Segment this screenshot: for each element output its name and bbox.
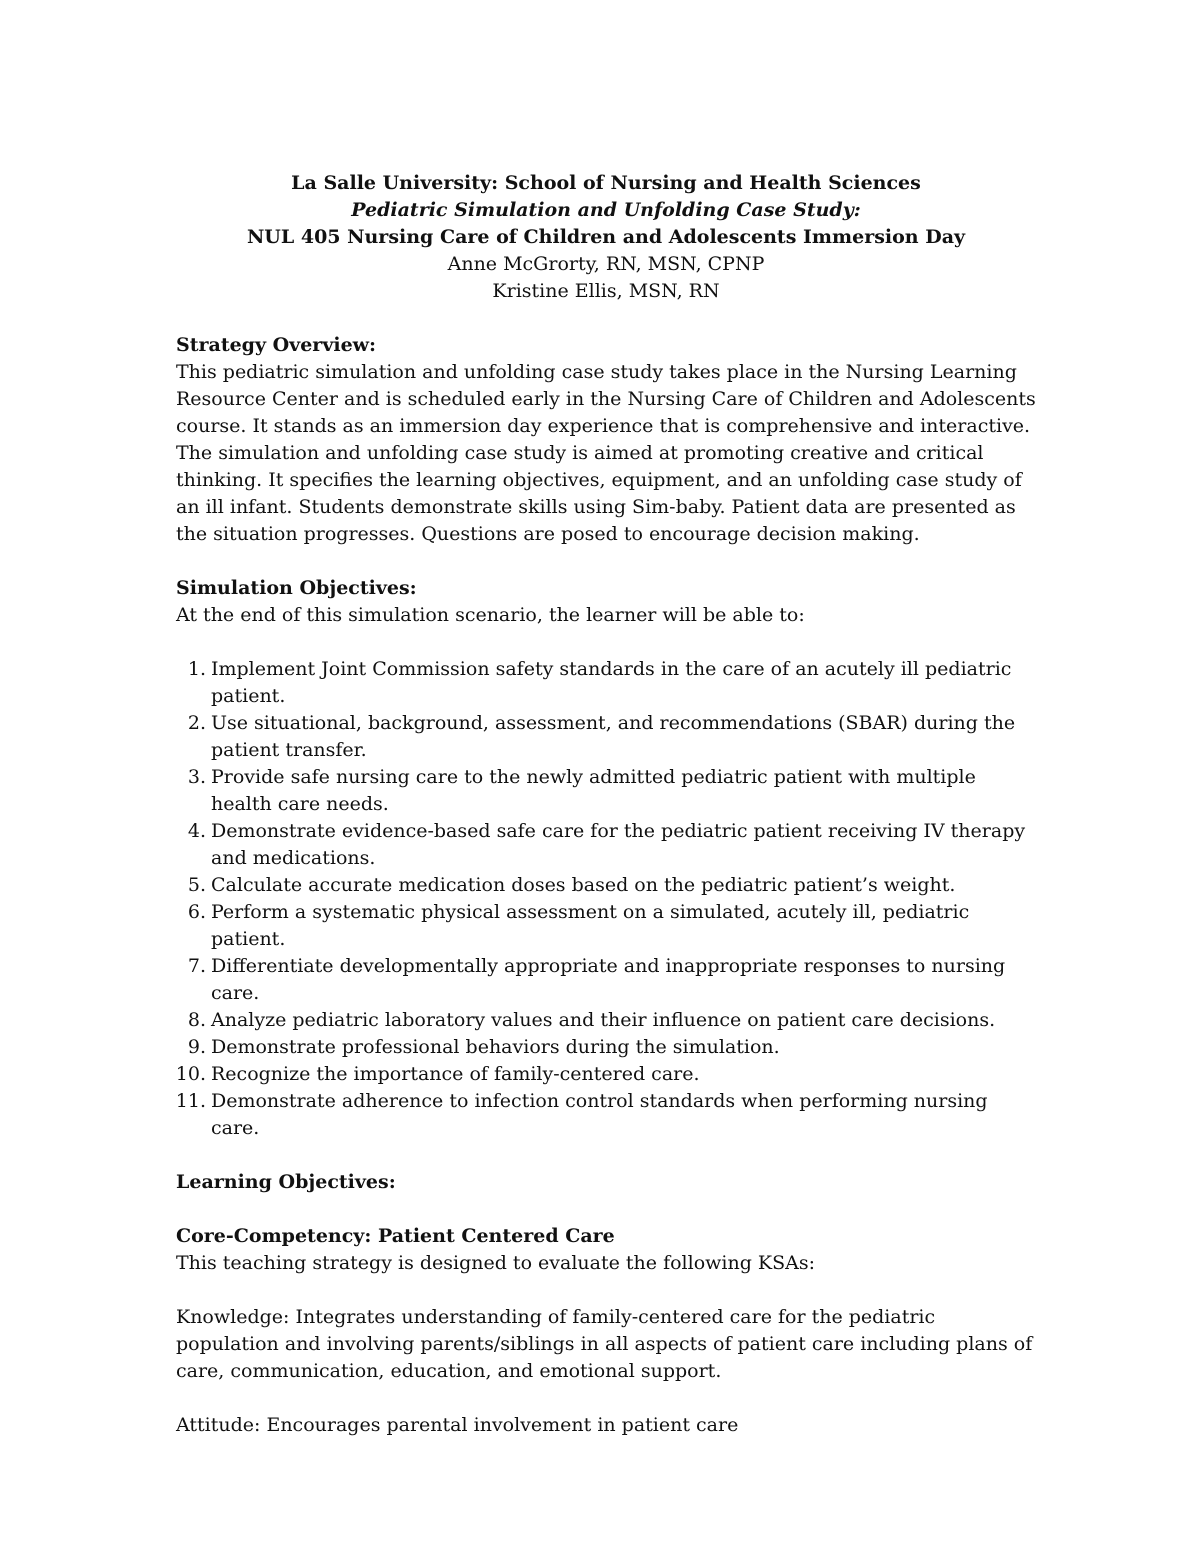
attitude-section [176,1412,1036,1439]
objective-text: Provide safe nursing care to the newly admitted pediatric patient with multiple health care needs. [211,766,976,815]
document-page [176,170,1036,1466]
core-competency-section [176,1223,1036,1277]
objective-item [176,710,1036,764]
objective-number: 5. [187,874,206,896]
simulation-objectives-title: Simulation Objectives: [176,577,417,599]
objective-number: 3. [187,766,206,788]
objective-number: 9. [187,1036,206,1058]
objective-item [176,899,1036,953]
learning-objectives-title: Learning Objectives: [176,1171,396,1193]
objective-item [176,1034,1036,1061]
objective-number: 4. [187,820,206,842]
objective-text: Calculate accurate medication doses based on the pediatric patient’s weight. [211,874,956,896]
objective-text: Differentiate developmentally appropriate and inappropriate responses to nursing care. [211,955,1006,1004]
objective-number: 11. [175,1090,206,1112]
objective-text: Demonstrate adherence to infection control standards when performing nursing care. [211,1090,988,1139]
author-1: Anne McGrorty, RN, MSN, CPNP [447,253,765,275]
objective-item [176,1007,1036,1034]
objective-text: Perform a systematic physical assessment on a simulated, acutely ill, pediatric patient. [211,901,970,950]
objective-number: 2. [187,712,206,734]
simulation-objectives-section [176,575,1036,1142]
objective-text: Use situational, background, assessment, and recommendations (SBAR) during the patient transfer. [211,712,1016,761]
strategy-overview-section [176,332,1036,548]
document-header [176,170,1036,305]
strategy-overview-body: This pediatric simulation and unfolding case study takes place in the Nursing Learning Resource Center and is scheduled early in the Nursing Care of Children and Adolescents course. It stands as an immersion day experience that is comprehensive and interactive. The simulation and unfolding case study is aimed at promoting creative and critical thinking. It specifies the learning objectives, equipment, and an unfolding case study of an ill infant. Students demonstrate skills using Sim-baby. Patient data are presented as the situation progresses. Questions are posed to encourage decision making. [176,361,1036,545]
knowledge-text: Knowledge: Integrates understanding of family-centered care for the pediatric population and involving parents/siblings in all aspects of patient care including plans of care, communication, education, and emotional support. [176,1306,1033,1382]
objective-text: Demonstrate evidence-based safe care for the pediatric patient receiving IV therapy and medications. [211,820,1026,869]
objective-item [176,656,1036,710]
knowledge-section [176,1304,1036,1385]
objective-item [176,1088,1036,1142]
simulation-objectives-intro: At the end of this simulation scenario, the learner will be able to: [176,604,805,626]
objective-item [176,953,1036,1007]
institution-heading: La Salle University: School of Nursing and Health Sciences [291,172,921,194]
attitude-text: Attitude: Encourages parental involvement in patient care [176,1414,739,1436]
learning-objectives-section [176,1169,1036,1196]
objective-text: Recognize the importance of family-centered care. [211,1063,700,1085]
objective-text: Analyze pediatric laboratory values and their influence on patient care decisions. [211,1009,996,1031]
author-2: Kristine Ellis, MSN, RN [492,280,720,302]
core-competency-title: Core-Competency: Patient Centered Care [176,1225,615,1247]
strategy-overview-title: Strategy Overview: [176,334,377,356]
objective-number: 8. [187,1009,206,1031]
objective-number: 6. [187,901,206,923]
objective-item [176,1061,1036,1088]
objective-text: Implement Joint Commission safety standards in the care of an acutely ill pediatric patient. [211,658,1012,707]
objective-number: 7. [187,955,206,977]
core-competency-intro: This teaching strategy is designed to evaluate the following KSAs: [176,1252,815,1274]
document-subtitle: Pediatric Simulation and Unfolding Case Study: [351,199,861,221]
course-title: NUL 405 Nursing Care of Children and Adolescents Immersion Day [246,226,966,248]
objective-text: Demonstrate professional behaviors during the simulation. [211,1036,780,1058]
objective-number: 1. [187,658,206,680]
objective-number: 10. [175,1063,206,1085]
objective-item [176,818,1036,872]
objective-item [176,872,1036,899]
simulation-objectives-list [176,656,1036,1142]
objective-item [176,764,1036,818]
